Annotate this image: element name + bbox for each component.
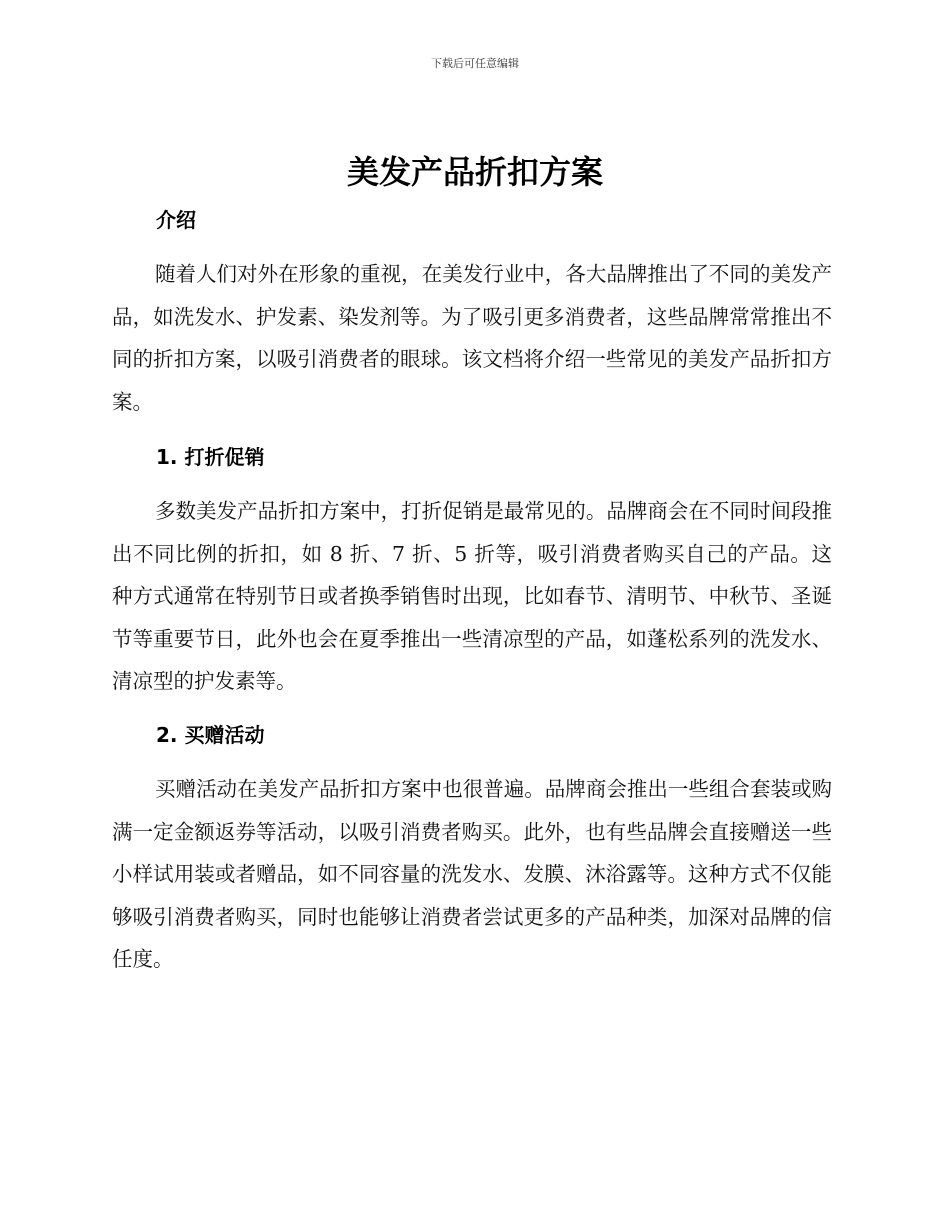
header-note: 下载后可任意编辑	[431, 57, 519, 70]
section-body-gift: 买赠活动在美发产品折扣方案中也很普遍。品牌商会推出一些组合套装或购满一定金额返券等活动，以吸引消费者购买。此外，也有些品牌会直接赠送一些小样试用装或者赠品，如不同容量的洗发水、发膜、沐浴露等。这种方式不仅能够吸引消费者购买，同时也能够让消费者尝试更多的产品种类，加深对品牌的信任度。	[112, 777, 832, 971]
section-heading-intro: 介绍	[156, 208, 196, 232]
section-body-discount: 多数美发产品折扣方案中，打折促销是最常见的。品牌商会在不同时间段推出不同比例的折扣，如 8 折、7 折、5 折等，吸引消费者购买自己的产品。这种方式通常在特别节日或者换季销售时出现，比如春节、清明节、中秋节、圣诞节等重要节日，此外也会在夏季推出一些清凉型的产品，如蓬松系列的洗发水、清凉型的护发素等。	[112, 499, 832, 693]
document-title: 美发产品折扣方案	[346, 153, 603, 191]
section-heading-gift: 2. 买赠活动	[156, 723, 265, 747]
section-body-intro: 随着人们对外在形象的重视，在美发行业中，各大品牌推出了不同的美发产品，如洗发水、护发素、染发剂等。为了吸引更多消费者，这些品牌常常推出不同的折扣方案，以吸引消费者的眼球。该文档将介绍一些常见的美发产品折扣方案。	[112, 262, 832, 414]
section-heading-discount: 1. 打折促销	[156, 445, 265, 469]
